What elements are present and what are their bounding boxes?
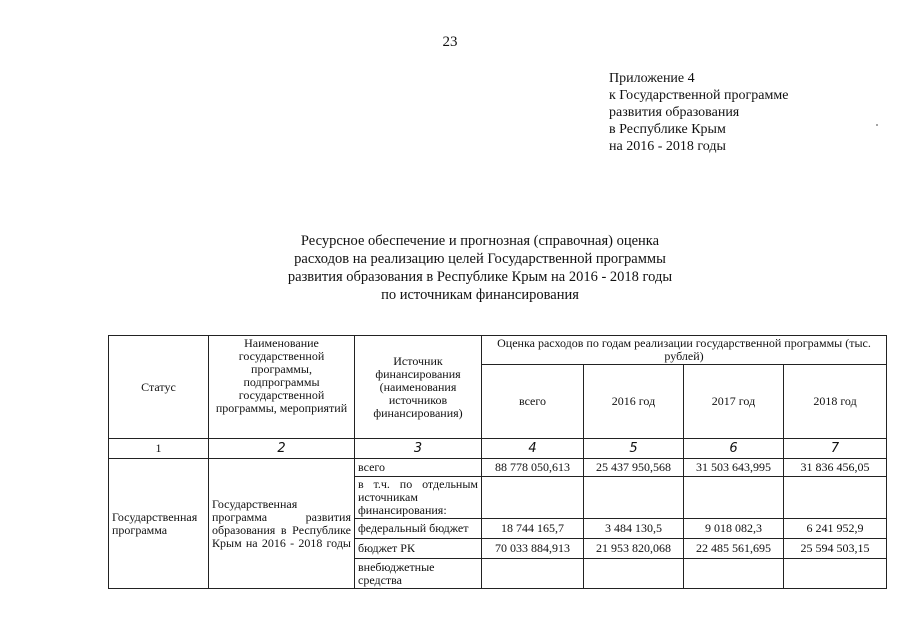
document-title [250, 232, 710, 304]
header-estimate-group: Оценка расходов по годам реализации государственной программы (тыс. рублей) [482, 336, 887, 365]
y2017-cell: 31 503 643,995 [684, 459, 784, 477]
y2016-cell [584, 559, 684, 589]
total-cell: 70 033 884,913 [482, 539, 584, 559]
y2018-cell: 6 241 952,9 [784, 519, 887, 539]
column-number: 5 [584, 439, 684, 459]
title-line: по источникам финансирования [381, 287, 579, 303]
y2016-cell: 25 437 950,568 [584, 459, 684, 477]
source-cell: в т.ч. по отдельным источникам финансирования: [355, 477, 482, 519]
y2018-cell [784, 477, 887, 519]
y2017-cell [684, 559, 784, 589]
scan-speck [876, 124, 878, 126]
header-source: Источник финансирования (наименования источников финансирования) [355, 336, 482, 439]
appendix-line: на 2016 - 2018 годы [609, 139, 726, 154]
column-number: 3 [355, 439, 482, 459]
column-number-row [109, 439, 887, 459]
y2016-cell: 21 953 820,068 [584, 539, 684, 559]
title-line: Ресурсное обеспечение и прогнозная (справочная) оценка [300, 233, 660, 249]
y2018-cell: 31 836 456,05 [784, 459, 887, 477]
column-number: 6 [684, 439, 784, 459]
y2017-cell: 9 018 082,3 [684, 519, 784, 539]
header-2018: 2018 год [784, 365, 887, 439]
header-2017: 2017 год [684, 365, 784, 439]
appendix-line: в Республике Крым [609, 122, 726, 137]
total-cell: 88 778 050,613 [482, 459, 584, 477]
page-number: 23 [442, 34, 458, 50]
program-name-cell: Государственная программа развития образования в Республике Крым на 2016 - 2018 годы [209, 459, 355, 589]
source-cell: внебюджетные средства [355, 559, 482, 589]
budget-table [108, 335, 887, 589]
appendix-reference [609, 70, 788, 155]
y2017-cell [684, 477, 784, 519]
header-status: Статус [109, 336, 209, 439]
header-2016: 2016 год [584, 365, 684, 439]
source-cell: федеральный бюджет [355, 519, 482, 539]
header-program-name: Наименование государственной программы, подпрограммы государственной программы, мероприятий [209, 336, 355, 439]
table-row [109, 459, 887, 477]
header-row [109, 336, 887, 365]
source-cell: всего [355, 459, 482, 477]
column-number: 1 [109, 439, 209, 459]
y2018-cell [784, 559, 887, 589]
total-cell [482, 559, 584, 589]
appendix-line: развития образования [609, 105, 740, 120]
status-cell: Государственная программа [109, 459, 209, 589]
total-cell [482, 477, 584, 519]
y2016-cell [584, 477, 684, 519]
header-total: всего [482, 365, 584, 439]
source-cell: бюджет РК [355, 539, 482, 559]
column-number: 4 [482, 439, 584, 459]
column-number: 2 [209, 439, 355, 459]
total-cell: 18 744 165,7 [482, 519, 584, 539]
appendix-line: к Государственной программе [609, 88, 789, 103]
title-line: развития образования в Республике Крым на 2016 - 2018 годы [287, 269, 673, 285]
y2017-cell: 22 485 561,695 [684, 539, 784, 559]
appendix-line: Приложение 4 [609, 71, 695, 86]
title-line: расходов на реализацию целей Государственной программы [294, 251, 666, 267]
column-number: 7 [784, 439, 887, 459]
y2018-cell: 25 594 503,15 [784, 539, 887, 559]
y2016-cell: 3 484 130,5 [584, 519, 684, 539]
